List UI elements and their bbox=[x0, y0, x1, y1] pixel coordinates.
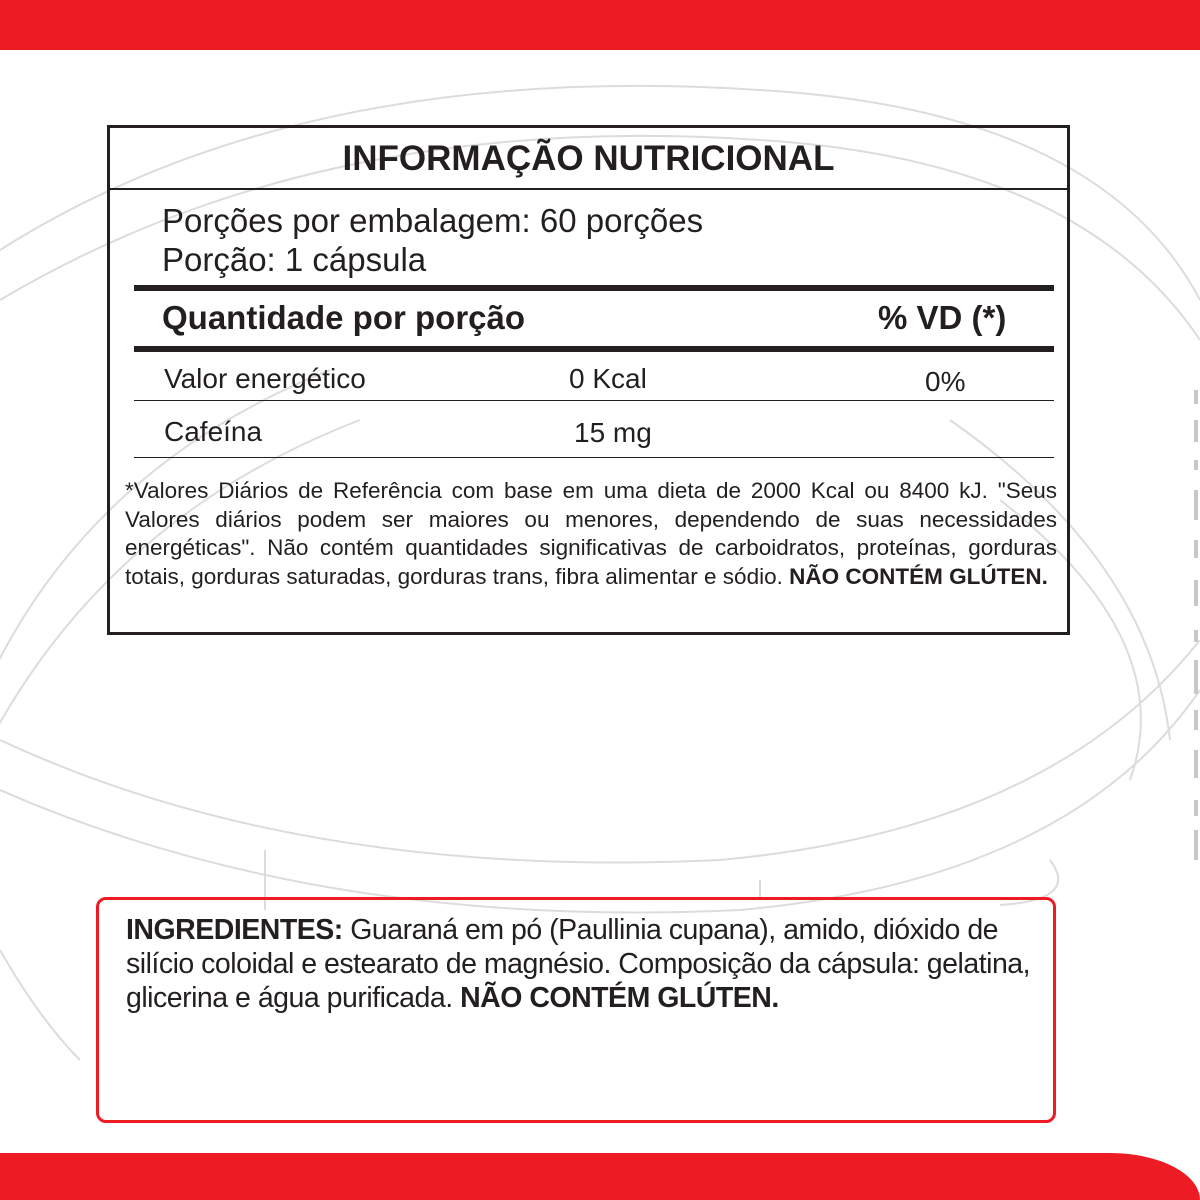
row-divider bbox=[134, 400, 1054, 401]
thick-divider-top bbox=[134, 285, 1054, 291]
ingredients-box bbox=[96, 897, 1056, 1123]
footnote-text: *Valores Diários de Referência com base em uma dieta de 2000 Kcal ou 8400 kJ. "Seus Valores diários podem ser maiores ou menores, dependendo de suas necessidades energéticas". Não contém quantidades significativas de carboidratos, proteínas, gorduras totais, gorduras saturadas, gorduras trans, fibra alimentar e sódio. bbox=[125, 478, 1057, 589]
ingredients-gluten-notice: NÃO CONTÉM GLÚTEN. bbox=[460, 982, 779, 1014]
ingredients-list: Guaraná em pó (Paullinia cupana), amido, dióxido de silício coloidal e estearato de magnésio. Composição da cápsula: gelatina, glicerina e água purificada. bbox=[126, 914, 1031, 1014]
row-energy-dv: 0% bbox=[925, 366, 966, 397]
nutrition-title: INFORMAÇÃO NUTRICIONAL bbox=[110, 128, 1067, 190]
nutrition-footnote bbox=[125, 477, 1057, 591]
thick-divider-bottom bbox=[134, 346, 1054, 352]
bottom-red-bar bbox=[0, 1153, 1200, 1200]
ingredients-text-block bbox=[126, 913, 1036, 1015]
serving-size: Porção: 1 cápsula bbox=[162, 241, 427, 278]
header-quantity-per-serving: Quantidade por porção bbox=[162, 299, 526, 336]
edge-watermark-text bbox=[1184, 380, 1200, 900]
row-energy-amount: 0 Kcal bbox=[569, 363, 647, 394]
header-daily-value: % VD (*) bbox=[878, 299, 1007, 336]
row-caffeine-name: Cafeína bbox=[164, 416, 263, 447]
nutrition-facts-table bbox=[107, 125, 1070, 635]
table-end-divider bbox=[134, 457, 1054, 458]
row-energy-name: Valor energético bbox=[164, 363, 366, 394]
footnote-gluten-notice: NÃO CONTÉM GLÚTEN. bbox=[789, 563, 1048, 589]
row-caffeine-amount: 15 mg bbox=[574, 417, 652, 448]
servings-per-package: Porções por embalagem: 60 porções bbox=[162, 202, 704, 239]
ingredients-label: INGREDIENTES: bbox=[126, 914, 343, 946]
